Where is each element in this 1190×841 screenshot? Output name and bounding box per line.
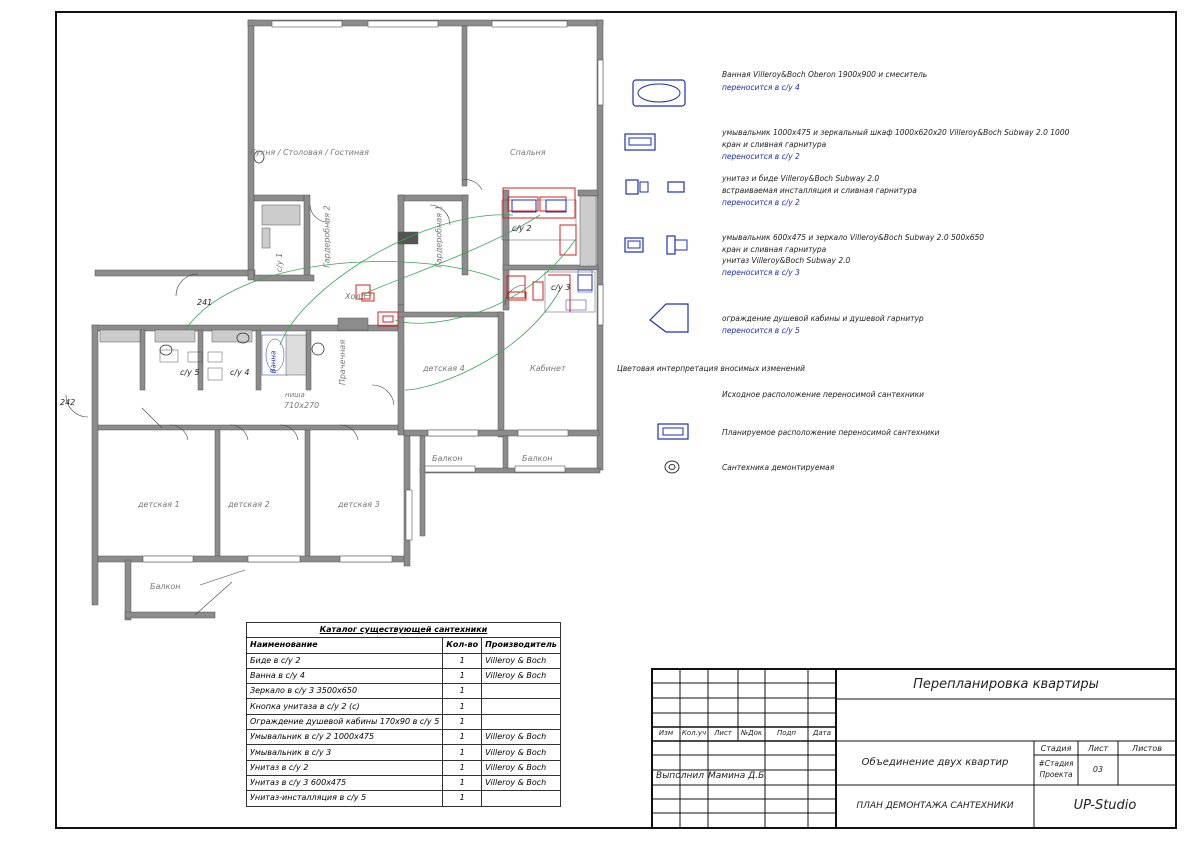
legend-item2-note: переносится в с/у 2 [722,152,800,161]
catalog-cell-maker: Villeroy & Boch [482,653,561,668]
catalog-cell-name: Умывальник в с/у 2 1000х475 [247,730,443,745]
catalog-cell-name: Ограждение душевой кабины 170х90 в с/у 5 [247,714,443,729]
catalog-row [247,699,561,714]
stamp-stage-label: Стадия [1040,744,1072,753]
stamp-performed-label: Выполнил [656,771,704,781]
legend-item1-note: переносится в с/у 4 [722,83,800,92]
stamp-col-podp: Подп [777,729,796,737]
room-kids2-label: детская 2 [228,500,270,509]
room-kitchen-label: Кухня / Столовая / Гостиная [250,148,369,157]
legend-item3-title: унитаз и биде Villeroy&Boch Subway 2.0 [722,174,880,183]
room-hall-label: Холл [345,292,366,301]
walls [92,20,603,620]
door-241-label: 241 [197,298,213,307]
niche-label: ниша [285,391,305,399]
room-wc3-label: с/у 3 [551,283,571,292]
stamp-col-data: Дата [812,729,832,737]
catalog-cell-name: Унитаз в с/у 2 [247,760,443,775]
catalog-cell-qty: 1 [443,791,482,806]
catalog-cell-maker [482,791,561,806]
stamp-sheet-label: Лист [1087,744,1109,753]
catalog-cell-name: Кнопка унитаза в с/у 2 (с) [247,699,443,714]
room-office-label: Кабинет [530,364,566,373]
catalog-table [246,622,561,807]
stamp-performer-name: Мамина Д.Б. [708,771,768,781]
stamp-stage-value: #Стадия Проекта [1038,759,1074,779]
legend-item1-title: Ванная Villeroy&Boch Oberon 1900х900 и смеситель [722,70,928,79]
catalog-row [247,668,561,683]
legend-item2-title: умывальник 1000х475 и зеркальный шкаф 1000х620х20 Villeroy&Boch Subway 2.0 1000 [722,128,1070,137]
legend-item2-sub: кран и сливная гарнитура [722,140,827,149]
stamp-sheets-label: Листов [1132,744,1162,753]
color-legend-heading: Цветовая интерпретация вносимых изменений [617,364,805,373]
catalog-row [247,775,561,790]
catalog-cell-qty: 1 [443,668,482,683]
catalog-header-name: Наименование [247,638,443,653]
catalog-cell-name: Унитаз-инсталляция в с/у 5 [247,791,443,806]
room-kids3-label: детская 3 [338,500,380,509]
catalog-cell-qty: 1 [443,699,482,714]
catalog-cell-name: Ванна в с/у 4 [247,668,443,683]
niche-size-label: 710х270 [284,401,320,410]
room-kids4-label: детская 4 [423,364,465,373]
room-kids1-label: детская 1 [138,500,180,509]
catalog-row [247,791,561,806]
legend-item5-note: переносится в с/у 5 [722,326,800,335]
catalog-row [247,760,561,775]
catalog-cell-maker [482,684,561,699]
stamp-col-ndoc: №Док [740,729,763,737]
catalog-cell-name: Биде в с/у 2 [247,653,443,668]
catalog-cell-maker [482,699,561,714]
legend-item4-sub: кран и сливная гарнитура [722,245,827,254]
legend-demolished: Сантехника демонтируемая [722,463,835,472]
catalog-cell-qty: 1 [443,714,482,729]
room-wc5-label: с/у 5 [180,368,200,377]
catalog-cell-qty: 1 [443,745,482,760]
legend-item4-title: умывальник 600х475 и зеркало Villeroy&Boch Subway 2.0 500х650 [722,233,985,242]
catalog-cell-name: Умывальник в с/у 3 [247,745,443,760]
catalog-cell-qty: 1 [443,653,482,668]
catalog-cell-maker: Villeroy & Boch [482,775,561,790]
legend-item4-sub2: унитаз Villeroy&Boch Subway 2.0 [722,256,851,265]
catalog-cell-name: Зеркало в с/у 3 3500х650 [247,684,443,699]
catalog-row [247,653,561,668]
catalog-cell-maker: Villeroy & Boch [482,760,561,775]
windows [143,21,603,562]
catalog-cell-qty: 1 [443,760,482,775]
catalog-cell-maker: Villeroy & Boch [482,730,561,745]
legend-item4-note: переносится в с/у 3 [722,268,800,277]
legend-planned-position: Планируемое расположение переносимой сантехники [722,428,940,437]
stamp-project-name: Объединение двух квартир [861,757,1009,768]
catalog-cell-qty: 1 [443,684,482,699]
catalog-row [247,684,561,699]
room-laundry-label: Прачечная [338,339,348,386]
stamp-col-koluch: Кол.уч [681,729,707,737]
stamp-title: Перепланировка квартиры [913,677,1099,692]
room-wc1-label: с/у 1 [275,252,285,273]
stamp-col-list: Лист [714,729,732,737]
legend-item3-sub: встраиваемая инсталляция и сливная гарнитура [722,186,917,195]
catalog-row [247,714,561,729]
room-wc4-label: с/у 4 [230,368,250,377]
legend-icons [625,80,688,473]
catalog-cell-maker: Villeroy & Boch [482,745,561,760]
stamp-col-izm: Изм [658,729,674,737]
door-242-label: 242 [60,398,76,407]
room-wardrobe1-label: Гардеробная 1 [434,205,444,268]
catalog-header-maker: Производитель [482,638,561,653]
legend-item5-title: ограждение душевой кабины и душевой гарнитур [722,314,924,323]
transfer-paths [185,215,575,390]
catalog-cell-maker [482,714,561,729]
stamp-sheet-value: 03 [1092,765,1104,774]
catalog-cell-maker: Villeroy & Boch [482,668,561,683]
stamp-company: UP-Studio [1073,798,1137,813]
legend-original-position: Исходное расположение переносимой сантехники [722,390,925,399]
catalog-cell-name: Унитаз в с/у 3 600х475 [247,775,443,790]
room-balcony2-label: Балкон [432,454,463,463]
bath-label: Ванна [269,350,278,374]
room-balcony1-label: Балкон [150,582,181,591]
catalog-title: Каталог существующей сантехники [247,623,561,638]
catalog-header-qty: Кол-во [443,638,482,653]
catalog-cell-qty: 1 [443,730,482,745]
stamp-drawing-name: ПЛАН ДЕМОНТАЖА САНТЕХНИКИ [856,801,1014,811]
room-wc2-label: с/у 2 [512,224,532,233]
catalog-cell-qty: 1 [443,775,482,790]
legend-item3-note: переносится в с/у 2 [722,198,800,207]
catalog-row [247,730,561,745]
room-balcony3-label: Балкон [522,454,553,463]
room-bedroom-label: Спальня [510,148,546,157]
catalog-row [247,745,561,760]
demolished-fixtures [160,151,324,355]
room-wardrobe2-label: Гардеробная 2 [322,205,332,268]
